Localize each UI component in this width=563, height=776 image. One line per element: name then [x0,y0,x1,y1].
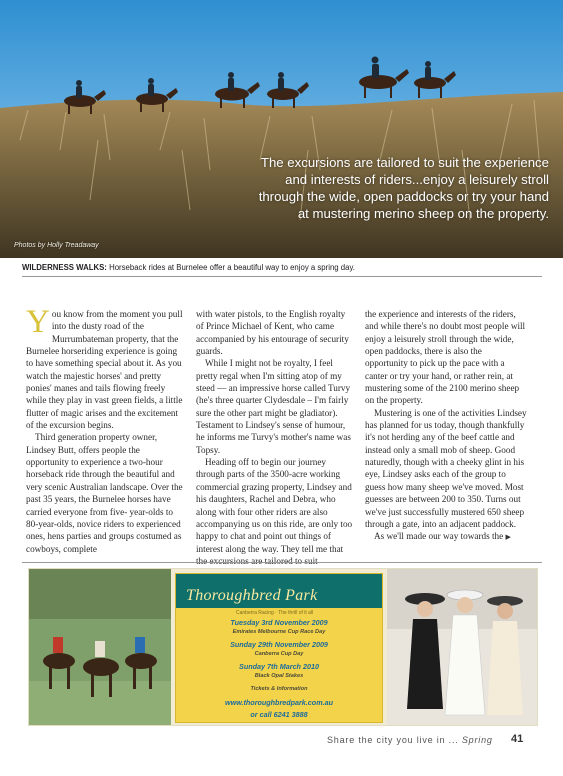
article-paragraph: the experience and interests of the riders, and while there's no doubt most people will enjoy a leisurely stroll through the wide, open paddocks, there is also the opportunity to pick up the pace with a canter or try your hand, or rather rein, at mustering some of the 2100 merino sheep on the property. [365,309,526,406]
ad-panel [175,573,383,723]
article-column-3 [365,308,527,544]
advertisement [28,568,538,726]
caption-label: WILDERNESS WALKS: [22,263,107,272]
photo-credit: Photos by Holly Treadaway [14,242,99,249]
ad-divider [22,562,542,563]
article-paragraph: Heading off to begin our journey through parts of the 3500-acre working commercial grazing property, Lindsey and his daughters, Rachel and Debra, who along with four other riders are also accompanying us on this ride, are only too happy to chat and point out things of interest along the way. They tell me that the excursions are tailored to suit [196,457,353,566]
page-number: 41 [511,733,524,745]
footer-season: Spring [461,735,493,745]
drop-cap: Y [26,304,50,340]
article-paragraph: While I might not be royalty, I feel pretty regal when I'm sitting atop of my steed — an impressive horse called Turvy (he's three quarter Clydesdale – I'm fairly sure the other part might be gladiator). Testament to Lindsey's sense of humour, he informs me Turvy's mother's name was Topsy. [196,358,351,455]
photo-caption [22,263,552,272]
ad-event-date: Sunday 29th November 2009 [230,640,328,649]
ad-event-date: Sunday 7th March 2010 [239,662,319,671]
ad-phone: or call 6241 3888 [250,710,308,719]
article-paragraph: Third generation property owner, Lindsey Butt, offers people the opportunity to experience a two-hour horseback ride through the beautiful and very scenic Australian landscape. Over the past 35 years, the Burnelee horses have carried everyone from five- year-olds to 80-year-olds, novice riders to experienced ones, hens parties and groups costumed as cowboys, complete [26,432,183,554]
footer-tagline: Share the city you live in ... Spring [327,735,493,745]
pull-quote: The excursions are tailored to suit the experience and interests of riders...enjoy a leisurely stroll through the wide, open paddocks or try your hand at mustering merino sheep on the property. [258,155,549,221]
article-paragraph: As we'll made our way towards the ▶ [374,531,511,542]
article-paragraph: Mustering is one of the activities Lindsey has planned for us today, though thankfully it's not herding any of the beef cattle and instead only a small mob of sheep. Good naturedly, though with a cheeky glint in his eye, Lindsey asks each of the group to guess how many sheep we've moved. Most guesses are between 200 to 350. Turns out we've just successfully mustered 650 sheep through a gate, into an adjacent paddock. [365,407,527,529]
horse-race-photo [29,569,171,725]
article-paragraph: with water pistols, to the English royalty of Prince Michael of Kent, who came accompanied by his entourage of security guards. [196,309,349,357]
ad-event-name: Black Opal Stakes [254,673,304,679]
caption-text: Horseback rides at Burnelee offer a beautiful way to enjoy a spring day. [106,263,355,272]
fashion-photo [387,569,537,725]
article-paragraph: You know from the moment you pull into the dusty road of the Murrumbateman property, that the Burnelee horseriding experience is going to have something special about it. As you watch the majestic horses' and pretty ponies' manes and tails flowing freely while they play in vast green fields, a little flutter of magic arises and the excitement of the excursion begins. [26,304,183,431]
article-column-2 [196,308,354,567]
ad-tagline: Canberra Racing · The thrill of it all [236,610,314,616]
ad-event-name: Emirates Melbourne Cup Race Day [232,629,326,635]
ad-event-name: Canberra Cup Day [254,651,304,657]
ad-logo-band [176,574,382,608]
caption-divider [22,276,542,277]
ad-event-date: Tuesday 3rd November 2009 [230,618,328,627]
triangle-right-icon: ▶ [505,533,511,542]
ad-website: www.thoroughbredpark.com.au [225,698,333,707]
article-column-1 [26,304,184,555]
ad-logo: Thoroughbred Park [186,587,318,604]
hero-photo [0,0,563,258]
ad-info-label: Tickets & Information [250,686,308,692]
